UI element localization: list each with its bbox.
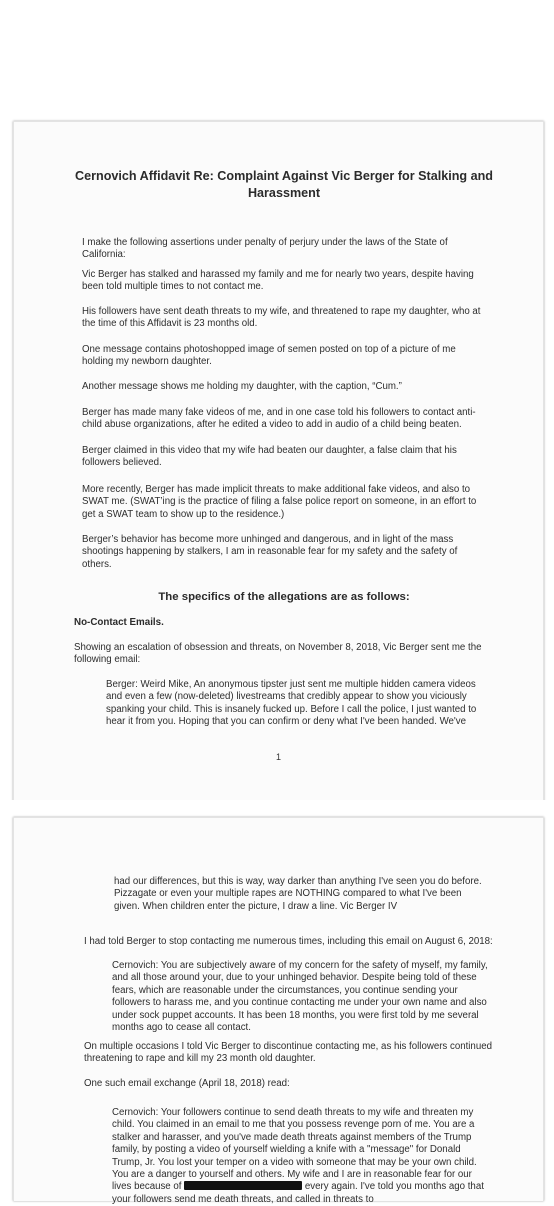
quote-cernovich-email-2-text-a: Cernovich: Your followers continue to send death threats to my wife and threaten my child. You claimed in an email to me that you possess revenge porn of me. You are a stalker and harasser, and you've made death threats against members of the Trump family, by posting a video of yourself wielding a knife with a "message" for Donald Trump, Jr. You lost your temper on a video with someone that may be your own child. You are a danger to yourself and others. My wife and I are in reasonable fear for our lives because of xyxy=(112,1107,477,1193)
quote-berger-email-part-1: Berger: Weird Mike, An anonymous tipster just sent me multiple hidden camera videos and even a few (now-deleted) livestreams that credibly appear to show you viciously spanking your child. This is insanely fucked up. Before I call the police, I just wanted to hear it from you. Hoping that you can confirm or deny what I've been handed. We've xyxy=(106,679,477,728)
heading-specifics: The specifics of the allegations are as follows: xyxy=(158,591,410,603)
paragraph-death-threats: His followers have sent death threats to my wife, and threatened to rape my daughter, who at the time of this Affidavit is 23 months old. xyxy=(82,306,481,330)
quote-berger-email-part-2: had our differences, but this is way, way darker than anything I've seen you do before. Pizzagate or even your multiple rapes are NOTHING compared to what I've been given. When children enter the picture, I draw a line. Vic Berger IV xyxy=(114,876,482,912)
quote-cernovich-email-2 xyxy=(112,1107,492,1206)
paragraph-stalked: Vic Berger has stalked and harassed my family and me for nearly two years, despite having been told multiple times to not contact me. xyxy=(82,269,474,293)
quote-cernovich-email-2-text-b: every again. I've told you months ago that your followers send me death threats, and called in threats to xyxy=(112,1181,484,1205)
page-number: 1 xyxy=(275,752,281,762)
paragraph-told-berger: I had told Berger to stop contacting me numerous times, including this email on August 6, 2018: xyxy=(84,936,493,947)
document-title: Cernovich Affidavit Re: Complaint Against Vic Berger for Stalking and Harassment xyxy=(75,169,493,200)
paragraph-multiple-occasions: On multiple occasions I told Vic Berger to discontinue contacting me, as his followers continued threatening to rape and kill my 23 month old daughter. xyxy=(84,1041,492,1065)
paragraph-perjury: I make the following assertions under penalty of perjury under the laws of the State of California: xyxy=(82,237,448,261)
heading-no-contact-emails: No-Contact Emails. xyxy=(74,617,164,628)
paragraph-photoshopped: One message contains photoshopped image of semen posted on top of a picture of me holding my newborn daughter. xyxy=(82,344,456,368)
document-page-2 xyxy=(13,817,544,1205)
paragraph-swat: More recently, Berger has made implicit threats to make additional fake videos, and also to SWAT me. (SWAT’ing is the practice of filing a false police report on someone, in an effort to get a SWAT team to show up to the residence.) xyxy=(82,484,477,520)
background xyxy=(0,0,554,120)
redaction-bar xyxy=(184,1181,302,1190)
paragraph-exchange-intro: One such email exchange (April 18, 2018) read: xyxy=(84,1078,290,1089)
quote-cernovich-email-1: Cernovich: You are subjectively aware of my concern for the safety of myself, my family, and all those around your, due to your unhinged behavior. Despite being told of these fears, which are reasonable under the circumstances, you continue sending your followers to harass me, and you continue contacting me under your own name and also under sock puppet accounts. It has been 18 months, you were first told by me several months ago to cease all contact. xyxy=(112,960,488,1034)
paragraph-fake-videos: Berger has made many fake videos of me, and in one case told his followers to contact anti-child abuse organizations, after he edited a video to add in audio of a child being beaten. xyxy=(82,407,476,431)
document-page-1 xyxy=(13,121,544,802)
paragraph-escalation: Showing an escalation of obsession and threats, on November 8, 2018, Vic Berger sent me the following email: xyxy=(74,642,482,666)
paragraph-caption: Another message shows me holding my daughter, with the caption, “Cum.” xyxy=(82,381,402,392)
paragraph-unhinged: Berger’s behavior has become more unhinged and dangerous, and in light of the mass shootings happening by stalkers, I am in reasonable fear for my safety and the safety of others. xyxy=(82,534,458,570)
paragraph-false-claim: Berger claimed in this video that my wife had beaten our daughter, a false claim that his followers believed. xyxy=(82,445,457,469)
